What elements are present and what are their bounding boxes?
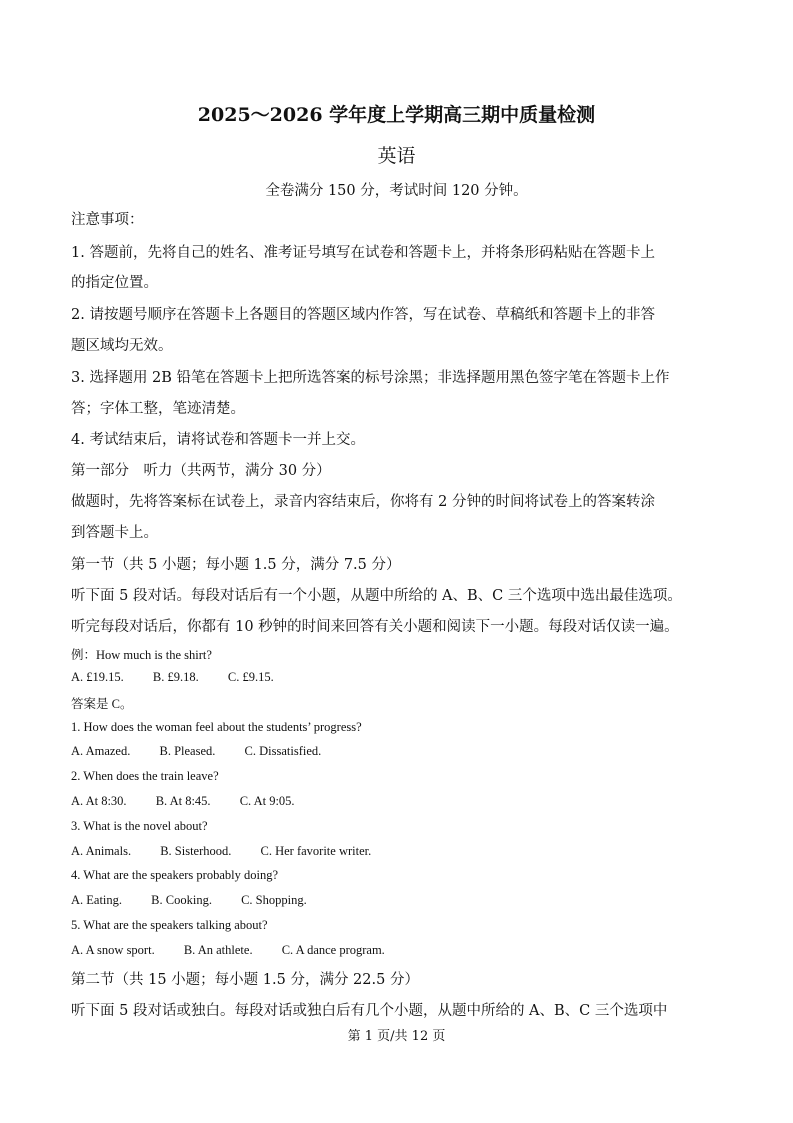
notice-heading: 注意事项： [71,212,144,228]
option: B. At 8:45. [155,794,211,808]
notice-line: 1. 答题前，先将自己的姓名、准考证号填写在试卷和答题卡上，并将条形码粘贴在答题卡上 [71,245,655,261]
option: C. At 9:05. [239,794,295,808]
notice-line: 4. 考试结束后，请将试卷和答题卡一并上交。 [71,432,365,448]
exam-title: 2025～2026 学年度上学期高三期中质量检测 [197,104,596,126]
option: B. Cooking. [151,893,212,907]
question: 3. What is the novel about? [71,819,208,833]
section1-instruction: 听完每段对话后，你都有 10 秒钟的时间来回答有关小题和阅读下一小题。每段对话仅读一遍。 [71,619,679,635]
option: B. An athlete. [183,943,253,957]
option: C. Her favorite writer. [260,844,372,858]
subject-title: 英语 [377,145,416,167]
option: A. At 8:30. [71,794,127,808]
option: B. Sisterhood. [160,844,232,858]
section1-instruction: 听下面 5 段对话。每段对话后有一个小题，从题中所给的 A、B、C 三个选项中选出最佳选项。 [71,588,682,604]
notice-line: 3. 选择题用 2B 铅笔在答题卡上把所选答案的标号涂黑；非选择题用黑色签字笔在答题卡上作 [71,370,670,386]
option: A. Eating. [71,893,123,907]
question: 1. How does the woman feel about the students’ progress? [71,720,362,734]
notice-line: 答；字体工整，笔迹清楚。 [71,401,245,417]
part1-instruction: 到答题卡上。 [71,525,158,541]
notice-line: 2. 请按题号顺序在答题卡上各题目的答题区域内作答，写在试卷、草稿纸和答题卡上的非答 [71,307,655,323]
section2-instruction: 听下面 5 段对话或独白。每段对话或独白后有几个小题，从题中所给的 A、B、C 三个选项中 [71,1003,668,1019]
option: A. Animals. [71,844,132,858]
question-options [71,943,411,958]
option: A. A snow sport. [71,943,155,957]
notice-line: 的指定位置。 [71,275,158,291]
option: C. Dissatisfied. [244,744,322,758]
option: B. £9.18. [152,670,199,684]
question-options [71,744,347,759]
section2-heading: 第二节（共 15 小题；每小题 1.5 分，满分 22.5 分） [71,972,419,988]
question-options [71,794,321,809]
part1-heading: 第一部分 听力（共两节，满分 30 分） [71,463,331,479]
option: A. Amazed. [71,744,131,758]
question: 5. What are the speakers talking about? [71,918,268,932]
notice-line: 题区域均无效。 [71,338,173,354]
option: A. £19.15. [71,670,124,684]
question-options [71,844,397,859]
option: C. Shopping. [241,893,307,907]
score-info: 全卷满分 150 分，考试时间 120 分钟。 [265,183,528,199]
page-number: 第 1 页/共 12 页 [347,1029,446,1044]
question: 2. When does the train leave? [71,769,219,783]
example-answer: 答案是 C。 [71,697,133,711]
question-options [71,893,333,908]
option: B. Pleased. [159,744,216,758]
section1-heading: 第一节（共 5 小题；每小题 1.5 分，满分 7.5 分） [71,557,401,573]
part1-instruction: 做题时，先将答案标在试卷上，录音内容结束后，你将有 2 分钟的时间将试卷上的答案转涂 [71,494,655,510]
example-question: 例：How much is the shirt? [71,648,212,662]
example-options [71,670,300,685]
option: C. A dance program. [281,943,385,957]
question: 4. What are the speakers probably doing? [71,868,278,882]
option: C. £9.15. [227,670,274,684]
